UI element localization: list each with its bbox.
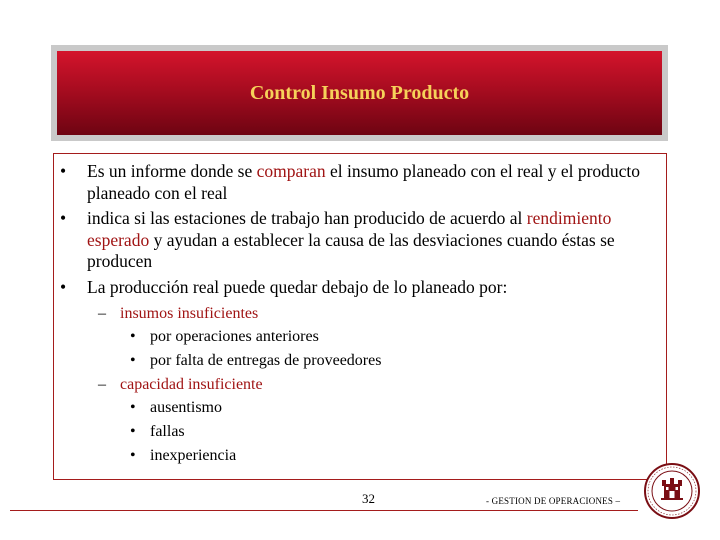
bullet-text: el insumo planeado con el real y el producto planeado con el real: [87, 161, 641, 203]
bullet-item: [60, 277, 660, 299]
bullet-marker: •: [130, 352, 136, 369]
bullet-list: [60, 161, 660, 468]
sub-sub-item-text: por operaciones anteriores: [150, 328, 319, 345]
sub-sub-item-text: ausentismo: [150, 399, 222, 416]
sub-item: [98, 302, 660, 325]
sub-sub-item: [130, 349, 660, 373]
sub-sub-item-text: por falta de entregas de proveedores: [150, 352, 382, 369]
sub-item-label: insumos insuficientes: [120, 305, 259, 322]
page-number: 32: [362, 491, 375, 506]
sub-sub-item-text: fallas: [150, 423, 185, 440]
bullet-marker: •: [60, 161, 67, 181]
bullet-marker: •: [60, 208, 67, 228]
sub-item: [98, 373, 660, 396]
footer-divider: [10, 510, 638, 511]
bullet-text: y ayudan a establecer la causa de las desviaciones cuando éstas se producen: [87, 229, 615, 271]
bullet-marker: •: [130, 328, 136, 345]
bullet-marker: •: [60, 276, 67, 297]
bullet-marker: •: [130, 423, 136, 440]
bullet-text: La producción real puede quedar debajo de lo planeado por:: [87, 276, 508, 297]
university-seal-icon: [643, 462, 701, 520]
slide-title: Control Insumo Producto: [249, 81, 470, 104]
bullet-item: [60, 208, 660, 273]
sub-sub-item: [130, 396, 660, 420]
sub-sub-item: [130, 444, 660, 468]
bullet-text: indica si las estaciones de trabajo han producido de acuerdo al: [87, 208, 527, 228]
sub-sub-item: [130, 325, 660, 349]
sub-item-label: capacidad insuficiente: [120, 376, 263, 393]
bullet-item: [60, 161, 660, 204]
bullet-highlight: rendimiento esperado: [87, 208, 612, 250]
bullet-text: Es un informe donde se: [87, 161, 257, 181]
dash-marker: –: [98, 305, 106, 322]
footer-text: - GESTION DE OPERACIONES –: [486, 496, 621, 506]
sub-sub-item: [130, 420, 660, 444]
title-bar: [57, 51, 662, 135]
bullet-marker: •: [130, 399, 136, 416]
bullet-highlight: comparan: [256, 161, 326, 181]
dash-marker: –: [98, 376, 106, 393]
title-frame: [51, 45, 668, 141]
sub-sub-item-text: inexperiencia: [150, 447, 237, 464]
bullet-marker: •: [130, 447, 136, 464]
